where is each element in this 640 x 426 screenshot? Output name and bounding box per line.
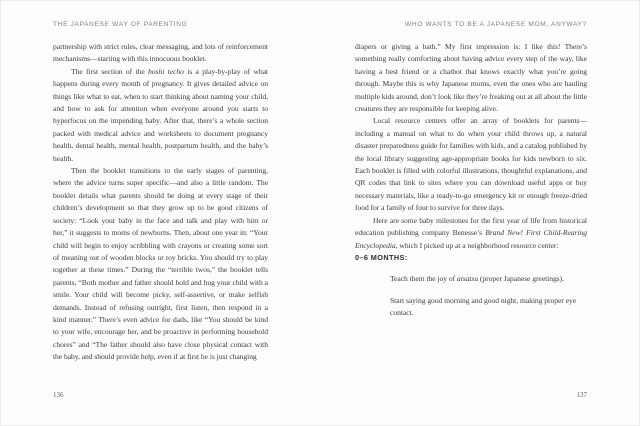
paragraph: Then the booklet transitions to the early stages of parenting, where the advice turns super specific—and also a little random. The booklet details what parents should be doing at every stage of their children’s development so that they grow up to be good citizens of society: “Look your baby in the face and talk and play with him or her,” it suggests to moms of newborns. Then, about one year in: “Your child will begin to enjoy scribbling with crayons or creating some sort of meaning out of wooden blocks or toy bricks. You should try to play together at these times.” During the “terrible twos,” the booklet tells parents, “Both mother and father should hold and hug your child with a smile. Your child will become picky, self-assertive, or make selfish demands. Instead of refusing outright, first listen, then respond in a kind manner.” There’s even advice for dads, like “You should be kind to your wife, encourage her, and be proactive in performing household chores” and “The father should also have close physical contact with the baby, and should provide help, even if at first he is just changing [53,166,268,362]
milestone-segment: Teach them the joy of [390,274,457,284]
italic-term-boshi-techo: boshi techo [148,66,184,76]
paragraph-segment: Here are some baby milestones for the first year of life from historical education publishing company Benesse’s [355,215,587,238]
paragraph-segment: , which I picked up at a neighborhood resource center: [395,240,559,250]
milestone-item: Start saying good morning and good night, making proper eye contact. [390,295,577,318]
page-number-right: 137 [576,391,587,399]
italic-term-aisatsu: aisatsu [456,274,479,284]
running-head-right: WHO WANTS TO BE A JAPANESE MOM, ANYWAY? [404,21,587,28]
paragraph: partnership with strict rules, clear messaging, and lots of reinforcement mechanisms—starting with this innocuous booklet. [53,42,268,64]
paragraph-segment: The first section of the [71,66,149,76]
milestone-segment: (proper Japanese greetings). [478,274,564,284]
paragraph [355,215,587,252]
paragraph: diapers or giving a bath.” My first impression is: I like this! There’s something really comforting about having advice every step of the way, like having a best friend or a chatbot that knows exactly what you’re going through. Maybe this is why Japanese moms, even the ones who are hauling multiple kids around, don’t look like they’re freaking out at all about the little creatures they are responsible for keeping alive. [355,42,587,114]
paragraph [53,66,268,165]
milestone-item [390,273,586,285]
running-head-left: THE JAPANESE WAY OF PARENTING [53,21,188,28]
italic-book-title: Brand New! First Child-Rearing Encyclopedia [355,228,587,250]
paragraph: Local resource centers offer an array of booklets for parents—including a manual on what to do when your child throws up, a natural disaster preparedness guide for families with kids, and a catalog published by the local library suggesting age-appropriate books for kids newborn to six. Each booklet is filled with colorful illustrations, thoughtful explanations, and QR codes that link to sites where you can download useful apps or buy necessary materials, like a ready-to-go emergency kit or enough freeze-dried food for a family of four to survive for three days. [355,116,587,213]
right-page-body [355,41,587,320]
left-page-body [53,41,268,364]
milestones-heading: 0–6 MONTHS: [355,252,408,262]
paragraph-segment: is a play-by-play of what happens during every month of pregnancy. It gives detailed advice on things like what to eat, when to start thinking about naming your child, and how to ask for attention when everyone around you starts to hyperfocus on the impending baby. After that, there’s a whole section packed with medical advice and worksheets to document pregnancy health, dental health, mental health, postpartum health, and the baby’s health. [53,66,268,163]
page-number-left: 136 [53,391,64,399]
